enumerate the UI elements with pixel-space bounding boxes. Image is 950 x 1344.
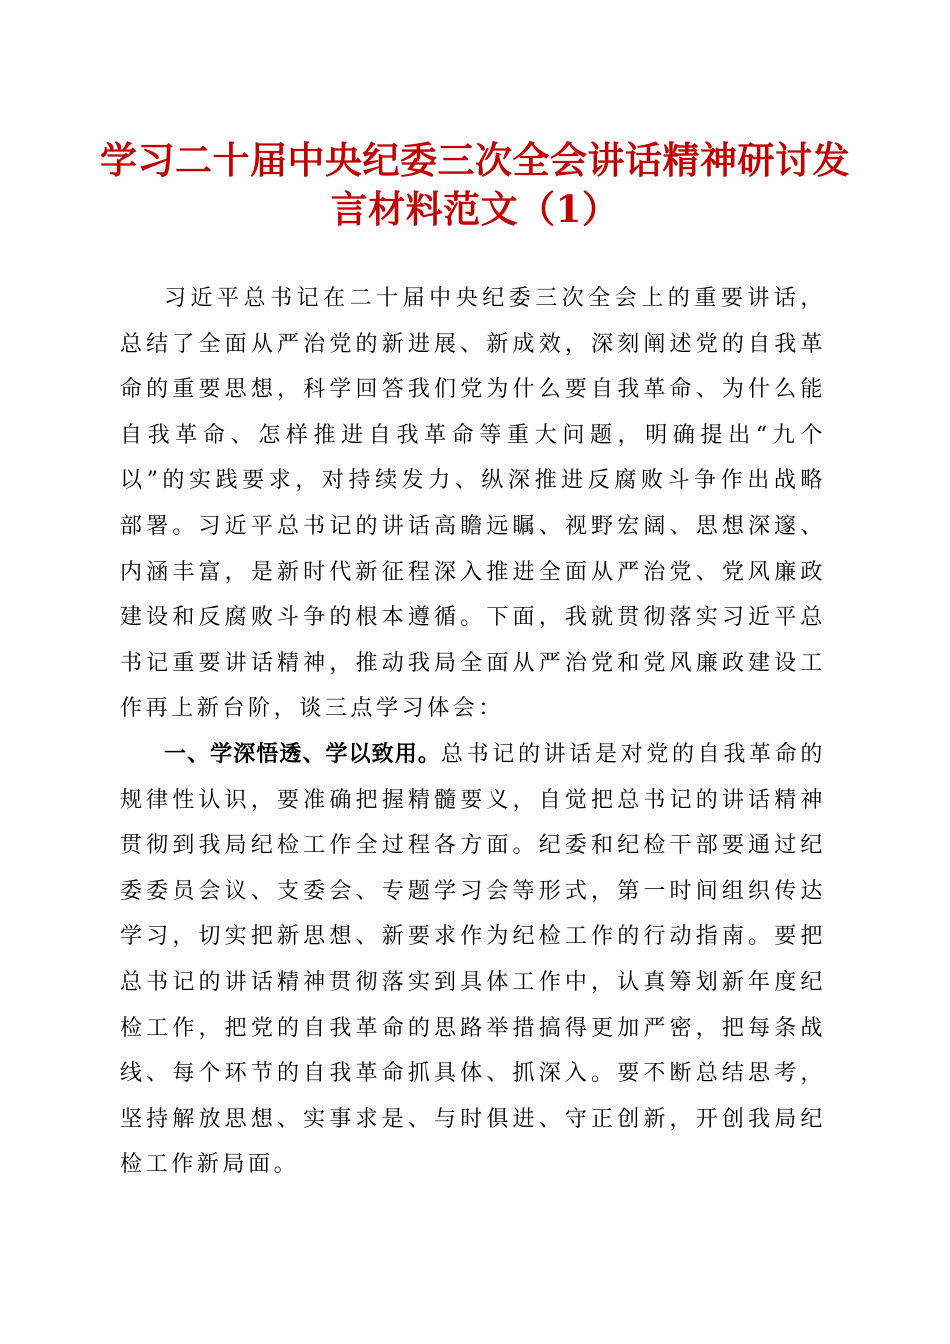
paragraph-text: 习近平总书记在二十届中央纪委三次全会上的重要讲话，总结了全面从严治党的新进展、新成效，深刻阐述党的自我革命的重要思想，科学回答我们党为什么要自我革命、为什么能自我革命、怎样推进自我革命等重大问题，明确提出“九个以”的实践要求，对持续发力、纵深推进反腐败斗争作出战略部署。习近平总书记的讲话高瞻远瞩、视野宏阔、思想深邃、内涵丰富，是新时代新征程深入推进全面从严治党、党风廉政建设和反腐败斗争的根本遵循。下面，我就贯彻落实习近平总书记重要讲话精神，推动我局全面从严治党和党风廉政建设工作再上新台阶，谈三点学习体会： [120,286,826,722]
title-line-2: 言材料范文（1） [330,187,620,231]
title-line-1: 学习二十届中央纪委三次全会讲话精神研讨发 [100,138,850,182]
document-body [120,276,826,1188]
document-title [100,136,850,234]
paragraph-intro [120,276,826,732]
paragraph-point-1 [120,732,826,1188]
paragraph-text: 总书记的讲话是对党的自我革命的规律性认识，要准确把握精髓要义，自觉把总书记的讲话精神贯彻到我局纪检工作全过程各方面。纪委和纪检干部要通过纪委委员会议、支委会、专题学习会等形式，第一时间组织传达学习，切实把新思想、新要求作为纪检工作的行动指南。要把总书记的讲话精神贯彻落实到具体工作中，认真筹划新年度纪检工作，把党的自我革命的思路举措搞得更加严密，把每条战线、每个环节的自我革命抓具体、抓深入。要不断总结思考，坚持解放思想、实事求是、与时俱进、守正创新，开创我局纪检工作新局面。 [120,741,826,1178]
paragraph-lead: 一、学深悟透、学以致用。 [164,741,441,767]
